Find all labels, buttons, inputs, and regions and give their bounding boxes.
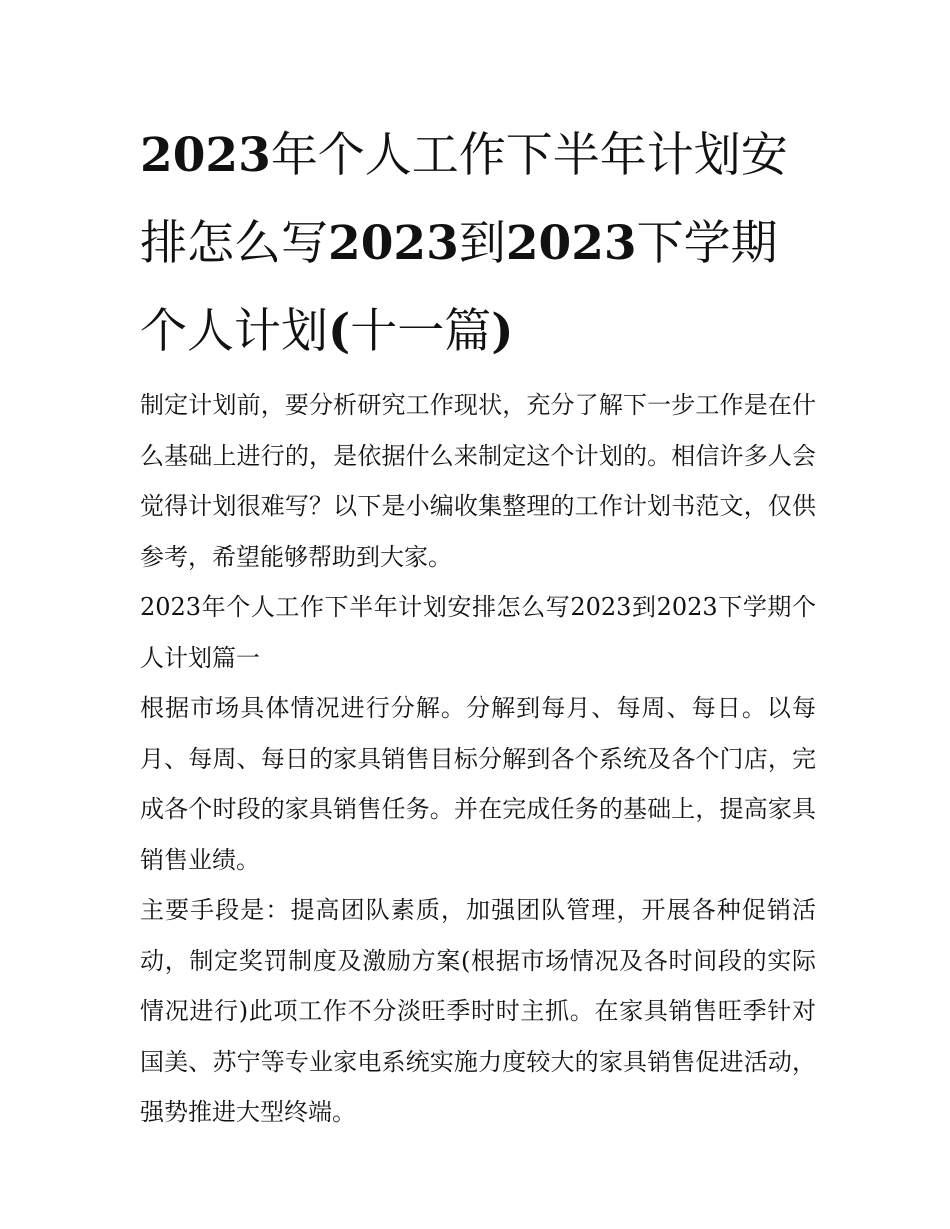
- title-bold-run: 2023: [140, 128, 271, 183]
- title-bold-run: 2023: [505, 216, 637, 271]
- title-bold-run: ): [491, 304, 514, 359]
- document-title: 2023年个人工作下半年计划安排怎么写2023到2023下学期个人计划(十一篇): [140, 128, 788, 359]
- document-page: [140, 112, 816, 1138]
- body-paragraph-1: 根据市场具体情况进行分解。分解到每月、每周、每日。以每月、每周、每日的家具销售目标分解到各个系统及各个门店，完成各个时段的家具销售任务。并在完成任务的基础上，提高家具销售业绩。: [140, 694, 816, 874]
- title-bold-run: (: [328, 304, 351, 359]
- body-paragraph-2: 主要手段是：提高团队素质，加强团队管理，开展各种促销活动，制定奖罚制度及激励方案(根据市场情况及各时间段的实际情况进行)此项工作不分淡旺季时时主抓。在家具销售旺季针对国美、苏宁等专业家电系统实施力度较大的家具销售促进活动，强势推进大型终端。: [140, 896, 816, 1126]
- title-bold-run: 2023: [328, 216, 459, 271]
- section-heading: 2023年个人工作下半年计划安排怎么写2023到2023下学期个人计划篇一: [140, 593, 816, 672]
- document-body: [140, 380, 816, 1138]
- intro-paragraph: 制定计划前，要分析研究工作现状，充分了解下一步工作是在什么基础上进行的，是依据什么来制定这个计划的。相信许多人会觉得计划很难写？以下是小编收集整理的工作计划书范文，仅供参考，希望能够帮助到大家。: [140, 391, 816, 571]
